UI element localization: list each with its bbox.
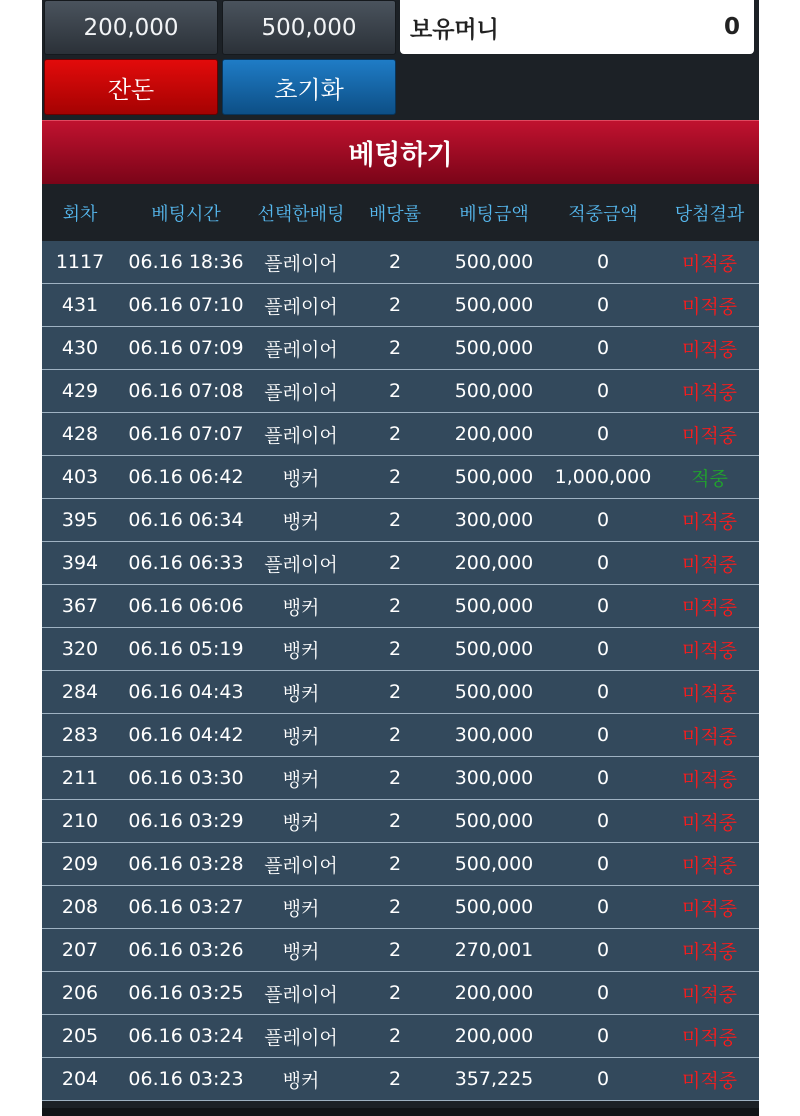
table-row bbox=[42, 456, 759, 499]
cell-odds: 2 bbox=[348, 972, 442, 1015]
cell-selection: 뱅커 bbox=[254, 499, 348, 542]
header-win-amount: 적중금액 bbox=[546, 184, 660, 241]
cell-bet-time: 06.16 06:34 bbox=[118, 499, 254, 542]
bet-history-table bbox=[42, 184, 759, 1101]
cell-bet-time: 06.16 06:06 bbox=[118, 585, 254, 628]
cell-result: 미적중 bbox=[660, 499, 759, 542]
cell-result: 미적중 bbox=[660, 886, 759, 929]
footer-bar bbox=[42, 1108, 759, 1116]
cell-round: 429 bbox=[42, 370, 118, 413]
cell-bet-time: 06.16 05:19 bbox=[118, 628, 254, 671]
cell-round: 431 bbox=[42, 284, 118, 327]
cell-bet-time: 06.16 06:42 bbox=[118, 456, 254, 499]
cell-bet-time: 06.16 03:27 bbox=[118, 886, 254, 929]
balance-box bbox=[400, 0, 754, 54]
cell-result: 미적중 bbox=[660, 284, 759, 327]
header-bet-time: 베팅시간 bbox=[118, 184, 254, 241]
cell-selection: 플레이어 bbox=[254, 327, 348, 370]
cell-odds: 2 bbox=[348, 456, 442, 499]
cell-bet-amount: 500,000 bbox=[442, 800, 546, 843]
cell-result: 미적중 bbox=[660, 327, 759, 370]
header-bet-amount: 베팅금액 bbox=[442, 184, 546, 241]
cell-result: 미적중 bbox=[660, 757, 759, 800]
cell-round: 208 bbox=[42, 886, 118, 929]
cell-win-amount: 0 bbox=[546, 800, 660, 843]
cell-result: 미적중 bbox=[660, 1015, 759, 1058]
cell-round: 206 bbox=[42, 972, 118, 1015]
cell-selection: 플레이어 bbox=[254, 1015, 348, 1058]
cell-bet-amount: 357,225 bbox=[442, 1058, 546, 1101]
cell-bet-amount: 500,000 bbox=[442, 671, 546, 714]
cell-win-amount: 0 bbox=[546, 585, 660, 628]
cell-bet-amount: 200,000 bbox=[442, 413, 546, 456]
cell-win-amount: 0 bbox=[546, 1058, 660, 1101]
cell-result: 미적중 bbox=[660, 413, 759, 456]
cell-bet-amount: 500,000 bbox=[442, 843, 546, 886]
cell-round: 394 bbox=[42, 542, 118, 585]
cell-round: 428 bbox=[42, 413, 118, 456]
cell-result: 미적중 bbox=[660, 972, 759, 1015]
cell-win-amount: 0 bbox=[546, 413, 660, 456]
cell-bet-time: 06.16 04:43 bbox=[118, 671, 254, 714]
table-header-row bbox=[42, 184, 759, 241]
table-row bbox=[42, 628, 759, 671]
cell-win-amount: 0 bbox=[546, 241, 660, 284]
cell-win-amount: 0 bbox=[546, 1015, 660, 1058]
amount-500000-button[interactable]: 500,000 bbox=[222, 0, 396, 55]
cell-selection: 뱅커 bbox=[254, 929, 348, 972]
cell-bet-time: 06.16 03:25 bbox=[118, 972, 254, 1015]
cell-selection: 뱅커 bbox=[254, 585, 348, 628]
cell-bet-amount: 270,001 bbox=[442, 929, 546, 972]
cell-bet-time: 06.16 04:42 bbox=[118, 714, 254, 757]
cell-result: 미적중 bbox=[660, 843, 759, 886]
table-row bbox=[42, 714, 759, 757]
cell-selection: 플레이어 bbox=[254, 241, 348, 284]
table-row bbox=[42, 499, 759, 542]
cell-win-amount: 0 bbox=[546, 370, 660, 413]
table-row bbox=[42, 671, 759, 714]
cell-selection: 플레이어 bbox=[254, 542, 348, 585]
cell-round: 211 bbox=[42, 757, 118, 800]
cell-bet-amount: 300,000 bbox=[442, 757, 546, 800]
cell-result: 미적중 bbox=[660, 542, 759, 585]
table-row bbox=[42, 542, 759, 585]
cell-bet-amount: 300,000 bbox=[442, 499, 546, 542]
cell-bet-time: 06.16 07:10 bbox=[118, 284, 254, 327]
cell-round: 210 bbox=[42, 800, 118, 843]
cell-result: 미적중 bbox=[660, 370, 759, 413]
cell-bet-time: 06.16 06:33 bbox=[118, 542, 254, 585]
cell-odds: 2 bbox=[348, 628, 442, 671]
cell-win-amount: 1,000,000 bbox=[546, 456, 660, 499]
cell-odds: 2 bbox=[348, 671, 442, 714]
cell-bet-amount: 500,000 bbox=[442, 456, 546, 499]
table-row bbox=[42, 972, 759, 1015]
cell-result: 미적중 bbox=[660, 929, 759, 972]
cell-win-amount: 0 bbox=[546, 327, 660, 370]
cell-round: 283 bbox=[42, 714, 118, 757]
cell-round: 367 bbox=[42, 585, 118, 628]
cell-odds: 2 bbox=[348, 800, 442, 843]
cell-odds: 2 bbox=[348, 499, 442, 542]
cell-round: 395 bbox=[42, 499, 118, 542]
cell-round: 403 bbox=[42, 456, 118, 499]
cell-bet-time: 06.16 18:36 bbox=[118, 241, 254, 284]
cell-selection: 플레이어 bbox=[254, 284, 348, 327]
cell-result: 미적중 bbox=[660, 241, 759, 284]
place-bet-button[interactable]: 베팅하기 bbox=[42, 120, 759, 184]
change-button[interactable]: 잔돈 bbox=[44, 59, 218, 115]
cell-bet-amount: 500,000 bbox=[442, 370, 546, 413]
table-row bbox=[42, 1015, 759, 1058]
cell-win-amount: 0 bbox=[546, 972, 660, 1015]
cell-odds: 2 bbox=[348, 241, 442, 284]
cell-win-amount: 0 bbox=[546, 843, 660, 886]
cell-selection: 뱅커 bbox=[254, 800, 348, 843]
table-row bbox=[42, 585, 759, 628]
table-row bbox=[42, 843, 759, 886]
balance-value: 0 bbox=[723, 14, 740, 40]
cell-bet-amount: 500,000 bbox=[442, 585, 546, 628]
cell-result: 미적중 bbox=[660, 671, 759, 714]
cell-selection: 플레이어 bbox=[254, 972, 348, 1015]
cell-win-amount: 0 bbox=[546, 499, 660, 542]
cell-odds: 2 bbox=[348, 327, 442, 370]
cell-selection: 플레이어 bbox=[254, 843, 348, 886]
balance-label: 보유머니 bbox=[410, 16, 499, 43]
cell-win-amount: 0 bbox=[546, 284, 660, 327]
table-row bbox=[42, 413, 759, 456]
cell-bet-time: 06.16 07:09 bbox=[118, 327, 254, 370]
cell-win-amount: 0 bbox=[546, 929, 660, 972]
cell-odds: 2 bbox=[348, 585, 442, 628]
table-row bbox=[42, 284, 759, 327]
header-odds: 배당률 bbox=[348, 184, 442, 241]
cell-odds: 2 bbox=[348, 714, 442, 757]
cell-selection: 플레이어 bbox=[254, 370, 348, 413]
cell-odds: 2 bbox=[348, 413, 442, 456]
cell-round: 284 bbox=[42, 671, 118, 714]
cell-win-amount: 0 bbox=[546, 628, 660, 671]
cell-result: 적중 bbox=[660, 456, 759, 499]
cell-win-amount: 0 bbox=[546, 671, 660, 714]
cell-odds: 2 bbox=[348, 843, 442, 886]
table-row bbox=[42, 929, 759, 972]
table-row bbox=[42, 327, 759, 370]
cell-round: 320 bbox=[42, 628, 118, 671]
cell-selection: 뱅커 bbox=[254, 886, 348, 929]
cell-win-amount: 0 bbox=[546, 886, 660, 929]
cell-bet-time: 06.16 03:28 bbox=[118, 843, 254, 886]
amount-200000-button[interactable]: 200,000 bbox=[44, 0, 218, 55]
cell-result: 미적중 bbox=[660, 800, 759, 843]
cell-round: 207 bbox=[42, 929, 118, 972]
cell-bet-amount: 500,000 bbox=[442, 886, 546, 929]
reset-button[interactable]: 초기화 bbox=[222, 59, 396, 115]
cell-odds: 2 bbox=[348, 1058, 442, 1101]
cell-selection: 뱅커 bbox=[254, 671, 348, 714]
cell-bet-amount: 500,000 bbox=[442, 628, 546, 671]
cell-result: 미적중 bbox=[660, 714, 759, 757]
header-selection: 선택한배팅 bbox=[254, 184, 348, 241]
cell-round: 430 bbox=[42, 327, 118, 370]
cell-bet-amount: 200,000 bbox=[442, 1015, 546, 1058]
cell-odds: 2 bbox=[348, 1015, 442, 1058]
table-row bbox=[42, 241, 759, 284]
table-row bbox=[42, 800, 759, 843]
cell-bet-amount: 200,000 bbox=[442, 972, 546, 1015]
cell-bet-amount: 200,000 bbox=[442, 542, 546, 585]
cell-bet-amount: 300,000 bbox=[442, 714, 546, 757]
table-body bbox=[42, 241, 759, 1101]
cell-bet-time: 06.16 03:29 bbox=[118, 800, 254, 843]
table-row bbox=[42, 757, 759, 800]
cell-bet-amount: 500,000 bbox=[442, 327, 546, 370]
cell-bet-time: 06.16 03:30 bbox=[118, 757, 254, 800]
cell-win-amount: 0 bbox=[546, 714, 660, 757]
cell-bet-amount: 500,000 bbox=[442, 241, 546, 284]
cell-round: 1117 bbox=[42, 241, 118, 284]
cell-odds: 2 bbox=[348, 757, 442, 800]
cell-round: 204 bbox=[42, 1058, 118, 1101]
cell-bet-amount: 500,000 bbox=[442, 284, 546, 327]
cell-selection: 뱅커 bbox=[254, 628, 348, 671]
cell-odds: 2 bbox=[348, 284, 442, 327]
cell-bet-time: 06.16 07:08 bbox=[118, 370, 254, 413]
cell-odds: 2 bbox=[348, 929, 442, 972]
cell-odds: 2 bbox=[348, 886, 442, 929]
cell-result: 미적중 bbox=[660, 628, 759, 671]
cell-selection: 뱅커 bbox=[254, 1058, 348, 1101]
cell-selection: 뱅커 bbox=[254, 757, 348, 800]
cell-result: 미적중 bbox=[660, 585, 759, 628]
cell-bet-time: 06.16 03:26 bbox=[118, 929, 254, 972]
cell-selection: 플레이어 bbox=[254, 413, 348, 456]
cell-result: 미적중 bbox=[660, 1058, 759, 1101]
cell-odds: 2 bbox=[348, 370, 442, 413]
cell-win-amount: 0 bbox=[546, 757, 660, 800]
cell-odds: 2 bbox=[348, 542, 442, 585]
header-result: 당첨결과 bbox=[660, 184, 759, 241]
cell-selection: 뱅커 bbox=[254, 714, 348, 757]
table-row bbox=[42, 370, 759, 413]
table-row bbox=[42, 1058, 759, 1101]
cell-round: 209 bbox=[42, 843, 118, 886]
cell-bet-time: 06.16 03:23 bbox=[118, 1058, 254, 1101]
cell-selection: 뱅커 bbox=[254, 456, 348, 499]
cell-win-amount: 0 bbox=[546, 542, 660, 585]
table-row bbox=[42, 886, 759, 929]
header-round: 회차 bbox=[42, 184, 118, 241]
cell-round: 205 bbox=[42, 1015, 118, 1058]
cell-bet-time: 06.16 07:07 bbox=[118, 413, 254, 456]
cell-bet-time: 06.16 03:24 bbox=[118, 1015, 254, 1058]
